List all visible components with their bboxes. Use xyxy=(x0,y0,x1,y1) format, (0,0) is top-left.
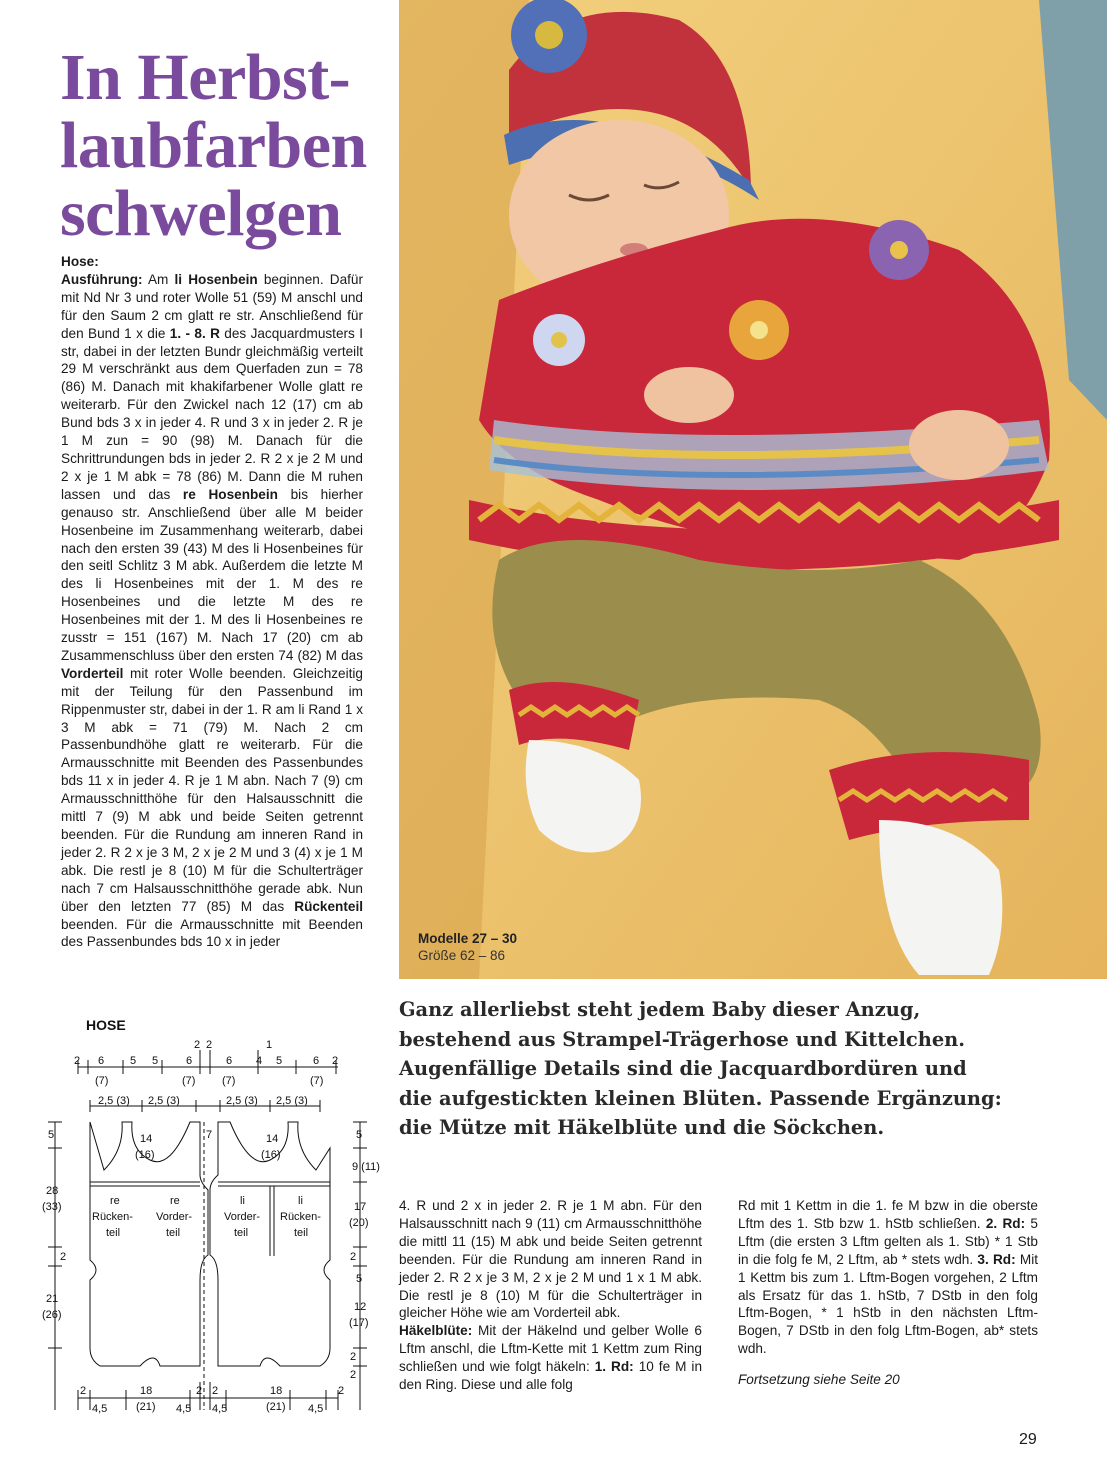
dim-label: 2 xyxy=(196,1385,203,1397)
lead-line: die aufgestickten kleinen Blüten. Passende Ergänzung: xyxy=(399,1086,1002,1110)
dim-label: (26) xyxy=(42,1309,62,1321)
bold-term: 1. - 8. R xyxy=(169,325,220,341)
page-title xyxy=(60,41,400,250)
piece-label: teil xyxy=(294,1227,309,1239)
dim-label: 2 xyxy=(350,1351,357,1363)
photo-caption xyxy=(418,930,517,964)
piece-label: Rücken- xyxy=(280,1211,321,1223)
dim-label: 4,5 xyxy=(212,1403,228,1415)
dim-label: 7 xyxy=(206,1129,213,1141)
lead-line: bestehend aus Strampel-Trägerhose und Kittelchen. xyxy=(399,1027,966,1051)
instructions-paragraph xyxy=(61,271,363,951)
text-run: Rd mit 1 Kettm in die 1. fe M bzw in die oberste Lftm des 1. Stb bzw 1. hStb schließen. xyxy=(738,1198,1038,1231)
dim-label: 12 xyxy=(354,1301,367,1313)
dim-label: 6 xyxy=(98,1055,105,1067)
text-run: des Jacquardmusters I str, dabei in der letzten Bundr gleichmäßig verteilt 29 M verschränkt aus dem Querfaden zun = 78 (86) M. Danach mit khakifarbener Wolle glatt re weiterarb. Für den Zwickel nach 12 (17) cm ab Bund bds 3 x in jeder 4. R und 3 x in jeder 2. R je 1 M zun = 90 (98) M. Danach für die Schrittrundungen bds in jeder 2. R 2 x je 2 M und 2 x je 1 M abk = 78 (86) M. Dann die M ruhen lassen und das xyxy=(61,325,363,502)
text-run: bis hierher genauso str. Anschließend über alle M beider Hosenbeine im Zusammenhang weiterarb, dabei nach den ersten 39 (43) M des li Hosenbeines für den seitl Schlitz 3 M abk. Außerdem die letzte M des li Hosenbeines mit der 1. M des re Hosenbeines und die letzte M des re Hosenbeines mit der 1. M des li Hosenbeines re zusstr = 151 (167) M. Nach 17 (20) cm ab Zusammenschluss über den ersten 74 (82) M das xyxy=(61,486,363,663)
text-run: mit roter Wolle beenden. Gleichzeitig mit der Teilung für den Passenbund im Rippenmuster str, dabei in der 1. R am li Rand 1 x 3 M abk = 71 (79) M. Nach 2 cm Passenbundhöhe glatt re weiterarb. Für die Armausschnitte mit Beenden des Passenbundes bds 11 x in jeder 4. R je 1 M abn. Nach 7 (9) cm Armausschnitthöhe für den Halsausschnitt die mittl 7 (9) M abk und beide Seiten getrennt beenden. Für die Rundung am inneren Rand in jeder 2. R 2 x je 3 M, 2 x je 2 M und 3 (4) x je 1 M abk. Die restl je 8 (10) M für die Schulterträger nach 7 cm Halsausschnitthöhe gerade abk. Nun über den letzten 77 (85) M das xyxy=(61,665,363,914)
dim-label: 5 xyxy=(276,1055,283,1067)
bold-term: Vorderteil xyxy=(61,665,124,681)
piece-label: li xyxy=(240,1195,245,1207)
dim-label: 2 xyxy=(74,1055,81,1067)
title-line-1: In Herbst- xyxy=(60,41,351,114)
caption-size: Größe 62 – 86 xyxy=(418,948,506,963)
instructions-column-middle xyxy=(399,1197,702,1394)
diagram-label: HOSE xyxy=(86,1017,126,1033)
lead-line: Ganz allerliebst steht jedem Baby dieser Anzug, xyxy=(399,998,921,1021)
dim-label: (7) xyxy=(182,1075,196,1087)
piece-label: teil xyxy=(234,1227,249,1239)
text-run: Mit der Häkelnd und gelber Wolle 6 Lftm anschl, die Lftm-Kette mit 1 Kettm zum Ring schließen und wie folgt häkeln: xyxy=(399,1323,702,1375)
lead-line: die Mütze mit Häkelblüte und die Söckchen. xyxy=(399,1116,885,1139)
dim-label: 2,5 (3) xyxy=(276,1095,308,1107)
dim-label: (16) xyxy=(261,1149,281,1161)
piece-label: teil xyxy=(106,1227,121,1239)
bold-term: Rückenteil xyxy=(294,898,363,914)
instructions-paragraph xyxy=(738,1197,1038,1358)
dim-label: 28 xyxy=(46,1185,59,1197)
dim-label: 2 xyxy=(80,1385,87,1397)
lead-text xyxy=(399,995,1059,1143)
diagram-lines xyxy=(48,1050,367,1410)
piece-label: li xyxy=(298,1195,303,1207)
dim-label: 5 xyxy=(152,1055,159,1067)
dim-label: 2 xyxy=(338,1385,345,1397)
dim-label: 2 xyxy=(194,1039,201,1051)
dim-label: 6 xyxy=(313,1055,320,1067)
dim-label: 2,5 (3) xyxy=(98,1095,130,1107)
text-run: Am xyxy=(142,271,175,287)
dim-label: 9 (11) xyxy=(352,1161,380,1173)
text-run: 4. R und 2 x in jeder 2. R je 1 M abn. Für den Halsausschnitt nach 9 (11) cm Armausschnitthöhe die mittl 11 (15) M abk und beide Seiten getrennt beenden. Für die Rundung am inneren Rand in jeder 2. R 2 x je 3 M, 2 x je 2 M und 1 x 1 M abk. Die restl je 8 (10) M für die Schulterträger in gleicher Höhe wie am Vorderteil abk. xyxy=(399,1198,702,1321)
text-run: beenden. Für die Armausschnitte mit Beenden des Passenbundes bds 10 x in jeder xyxy=(61,916,363,950)
piece-label: Vorder- xyxy=(156,1211,193,1223)
dim-label: 14 xyxy=(140,1133,153,1145)
bold-term: Ausführung: xyxy=(61,271,143,287)
section-heading: Hose: xyxy=(61,254,99,269)
instructions-column-right xyxy=(738,1197,1038,1389)
dim-label: 6 xyxy=(226,1055,233,1067)
dim-label: 2 xyxy=(350,1251,357,1263)
dim-label: (20) xyxy=(349,1217,369,1229)
baby-photo-illustration xyxy=(399,0,1107,979)
dim-label: 2,5 (3) xyxy=(148,1095,180,1107)
bold-term: Häkelblüte: xyxy=(399,1323,473,1339)
dim-label: 5 xyxy=(356,1129,363,1141)
dim-label: 2 xyxy=(212,1385,219,1397)
instructions-paragraph xyxy=(399,1322,702,1394)
dim-label: (17) xyxy=(349,1317,369,1329)
dim-label: (21) xyxy=(136,1401,156,1413)
dim-label: (7) xyxy=(222,1075,236,1087)
dim-label: (33) xyxy=(42,1201,62,1213)
dim-label: 2 xyxy=(206,1039,213,1051)
baby-photo xyxy=(399,0,1107,979)
dim-label: (16) xyxy=(135,1149,155,1161)
piece-label: teil xyxy=(166,1227,181,1239)
piece-label: re xyxy=(110,1195,120,1207)
lead-line: Augenfällige Details sind die Jacquardbordüren und xyxy=(399,1057,967,1080)
bold-term: 3. Rd: xyxy=(977,1251,1016,1267)
dim-label: 2 xyxy=(60,1251,67,1263)
instructions-paragraph xyxy=(399,1197,702,1322)
title-line-2: laubfarben xyxy=(60,109,367,182)
bold-term: li Hosenbein xyxy=(174,271,258,287)
dim-label: 4,5 xyxy=(176,1403,192,1415)
dim-label: 18 xyxy=(140,1385,153,1397)
title-line-3: schwelgen xyxy=(60,177,342,250)
dim-label: 14 xyxy=(266,1133,279,1145)
dim-label: (7) xyxy=(310,1075,324,1087)
dim-label: 1 xyxy=(266,1039,273,1051)
dim-label: 2 xyxy=(332,1055,339,1067)
piece-label: Rücken- xyxy=(92,1211,133,1223)
bold-term: re Hosenbein xyxy=(182,486,278,502)
dim-label: 4,5 xyxy=(92,1403,108,1415)
dim-label: 5 xyxy=(130,1055,137,1067)
caption-model: Modelle 27 – 30 xyxy=(418,931,518,946)
dim-label: 4 xyxy=(256,1055,263,1067)
text-run: 10 fe M in den Ring. Diese und alle folg xyxy=(399,1359,703,1393)
pattern-diagram xyxy=(40,1010,380,1430)
page-number: 29 xyxy=(1019,1431,1037,1448)
continuation-note: Fortsetzung siehe Seite 20 xyxy=(738,1372,900,1388)
instructions-column-left xyxy=(61,253,363,951)
bold-term: 1. Rd: xyxy=(594,1359,634,1375)
dim-label: 4,5 xyxy=(308,1403,324,1415)
text-run: beginnen. Dafür mit Nd Nr 3 und roter Wolle 51 (59) M anschl und für den Saum 2 cm glatt re str. Anschließend für den Bund 1 x die xyxy=(61,271,363,341)
dim-label: 18 xyxy=(270,1385,283,1397)
dim-label: 5 xyxy=(356,1273,363,1285)
dim-label: 2 xyxy=(350,1369,357,1381)
dim-label: 17 xyxy=(354,1201,367,1213)
piece-label: Vorder- xyxy=(224,1211,261,1223)
piece-label: re xyxy=(170,1195,180,1207)
dim-label: (7) xyxy=(95,1075,109,1087)
dim-label: 2,5 (3) xyxy=(226,1095,258,1107)
bold-term: 2. Rd: xyxy=(985,1215,1026,1231)
text-run: 5 Lftm (die ersten 3 Lftm gelten als 1. Stb) * 1 Stb in die folg fe M, 2 Lftm, ab * stets wdh. xyxy=(738,1215,1038,1267)
dim-label: 21 xyxy=(46,1293,59,1305)
dim-label: (21) xyxy=(266,1401,286,1413)
dim-label: 6 xyxy=(186,1055,193,1067)
text-run: Mit 1 Kettm bis zum 1. Lftm-Bogen vorgehen, 2 Lftm als Ersatz für das 1. hStb, 7 DStb in den folg Lftm-Bogen, * 1 hStb in den nächsten Lftm-Bogen, 7 DStb in den folg Lftm-Bogen, ab* stets wdh. xyxy=(738,1251,1038,1357)
dim-label: 5 xyxy=(48,1129,55,1141)
